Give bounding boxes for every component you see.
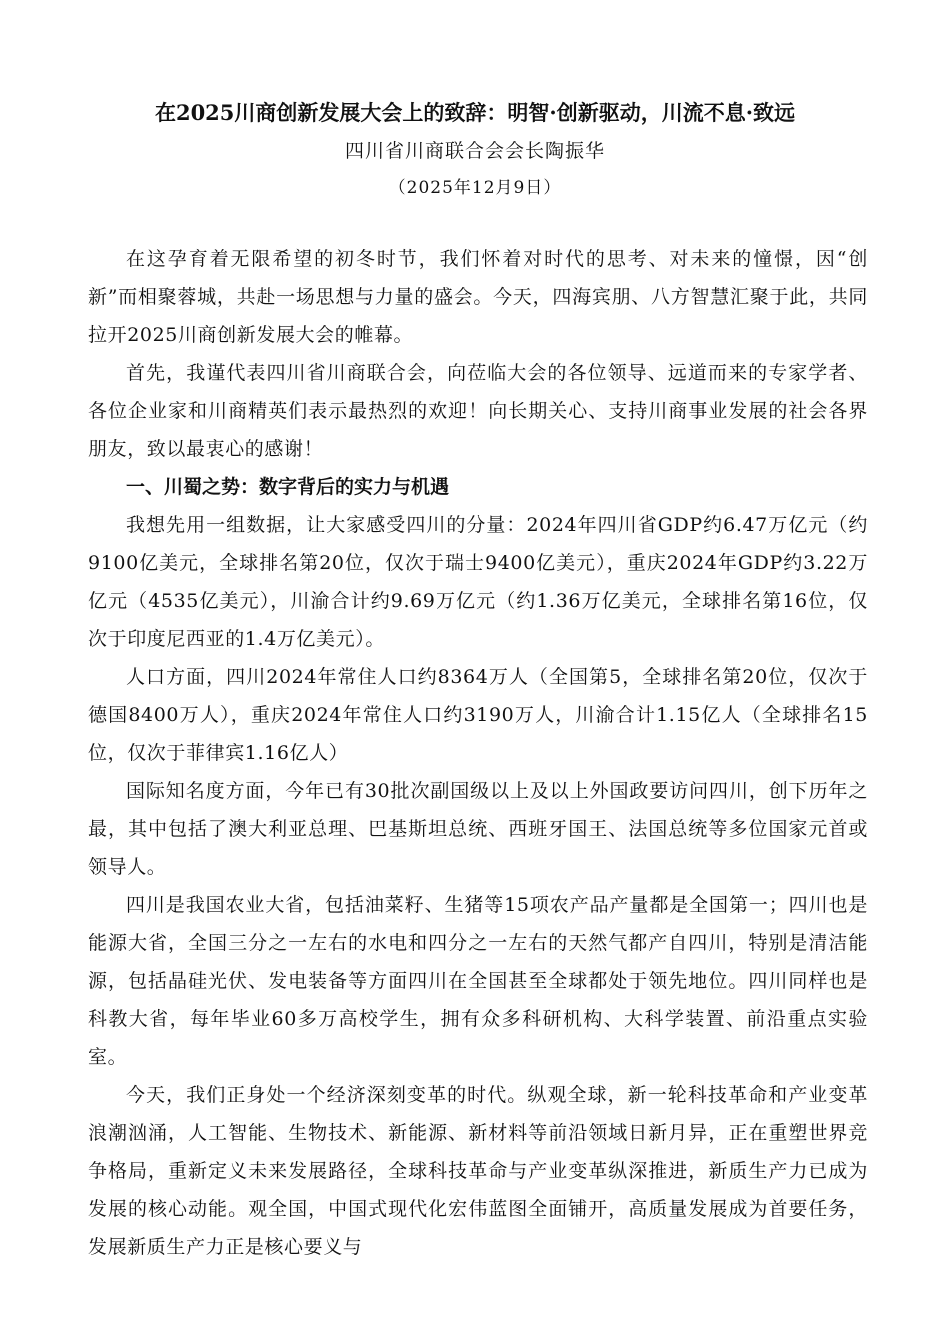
document-date: （2025年12月9日） xyxy=(388,178,562,198)
document-title: 在2025川商创新发展大会上的致辞：明智·创新驱动，川流不息·致远 xyxy=(154,100,796,125)
document-body xyxy=(88,240,868,1266)
paragraph: 我想先用一组数据，让大家感受四川的分量：2024年四川省GDP约6.47万亿元（约9100亿美元，全球排名第20位，仅次于瑞士9400亿美元），重庆2024年GDP约3.22万亿元（4535亿美元），川渝合计约9.69万亿元（约1.36万亿美元，全球排名第16位，仅次于印度尼西亚的1.4万亿美元）。 xyxy=(88,514,868,650)
paragraph: 在这孕育着无限希望的初冬时节，我们怀着对时代的思考、对未来的憧憬，因“创新”而相聚蓉城，共赴一场思想与力量的盛会。今天，四海宾朋、八方智慧汇聚于此，共同拉开2025川商创新发展大会的帷幕。 xyxy=(88,248,868,346)
paragraph: 今天，我们正身处一个经济深刻变革的时代。纵观全球，新一轮科技革命和产业变革浪潮汹涌，人工智能、生物技术、新能源、新材料等前沿领域日新月异，正在重塑世界竞争格局，重新定义未来发展路径，全球科技革命与产业变革纵深推进，新质生产力已成为发展的核心动能。观全国，中国式现代化宏伟蓝图全面铺开，高质量发展成为首要任务，发展新质生产力正是核心要义与 xyxy=(88,1084,868,1258)
paragraph: 四川是我国农业大省，包括油菜籽、生猪等15项农产品产量都是全国第一；四川也是能源大省，全国三分之一左右的水电和四分之一左右的天然气都产自四川，特别是清洁能源，包括晶硅光伏、发电装备等方面四川在全国甚至全球都处于领先地位。四川同样也是科教大省，每年毕业60多万高校学生，拥有众多科研机构、大科学装置、前沿重点实验室。 xyxy=(88,894,868,1068)
paragraph: 人口方面，四川2024年常住人口约8364万人（全国第5，全球排名第20位，仅次于德国8400万人），重庆2024年常住人口约3190万人，川渝合计1.15亿人（全球排名15位，仅次于菲律宾1.16亿人） xyxy=(88,666,868,764)
paragraph: 国际知名度方面，今年已有30批次副国级以上及以上外国政要访问四川，创下历年之最，其中包括了澳大利亚总理、巴基斯坦总统、西班牙国王、法国总统等多位国家元首或领导人。 xyxy=(88,780,868,878)
document-author: 四川省川商联合会会长陶振华 xyxy=(344,140,605,162)
section-heading: 一、川蜀之势：数字背后的实力与机遇 xyxy=(126,476,450,498)
paragraph: 首先，我谨代表四川省川商联合会，向莅临大会的各位领导、远道而来的专家学者、各位企业家和川商精英们表示最热烈的欢迎！向长期关心、支持川商事业发展的社会各界朋友，致以最衷心的感谢！ xyxy=(88,362,868,460)
